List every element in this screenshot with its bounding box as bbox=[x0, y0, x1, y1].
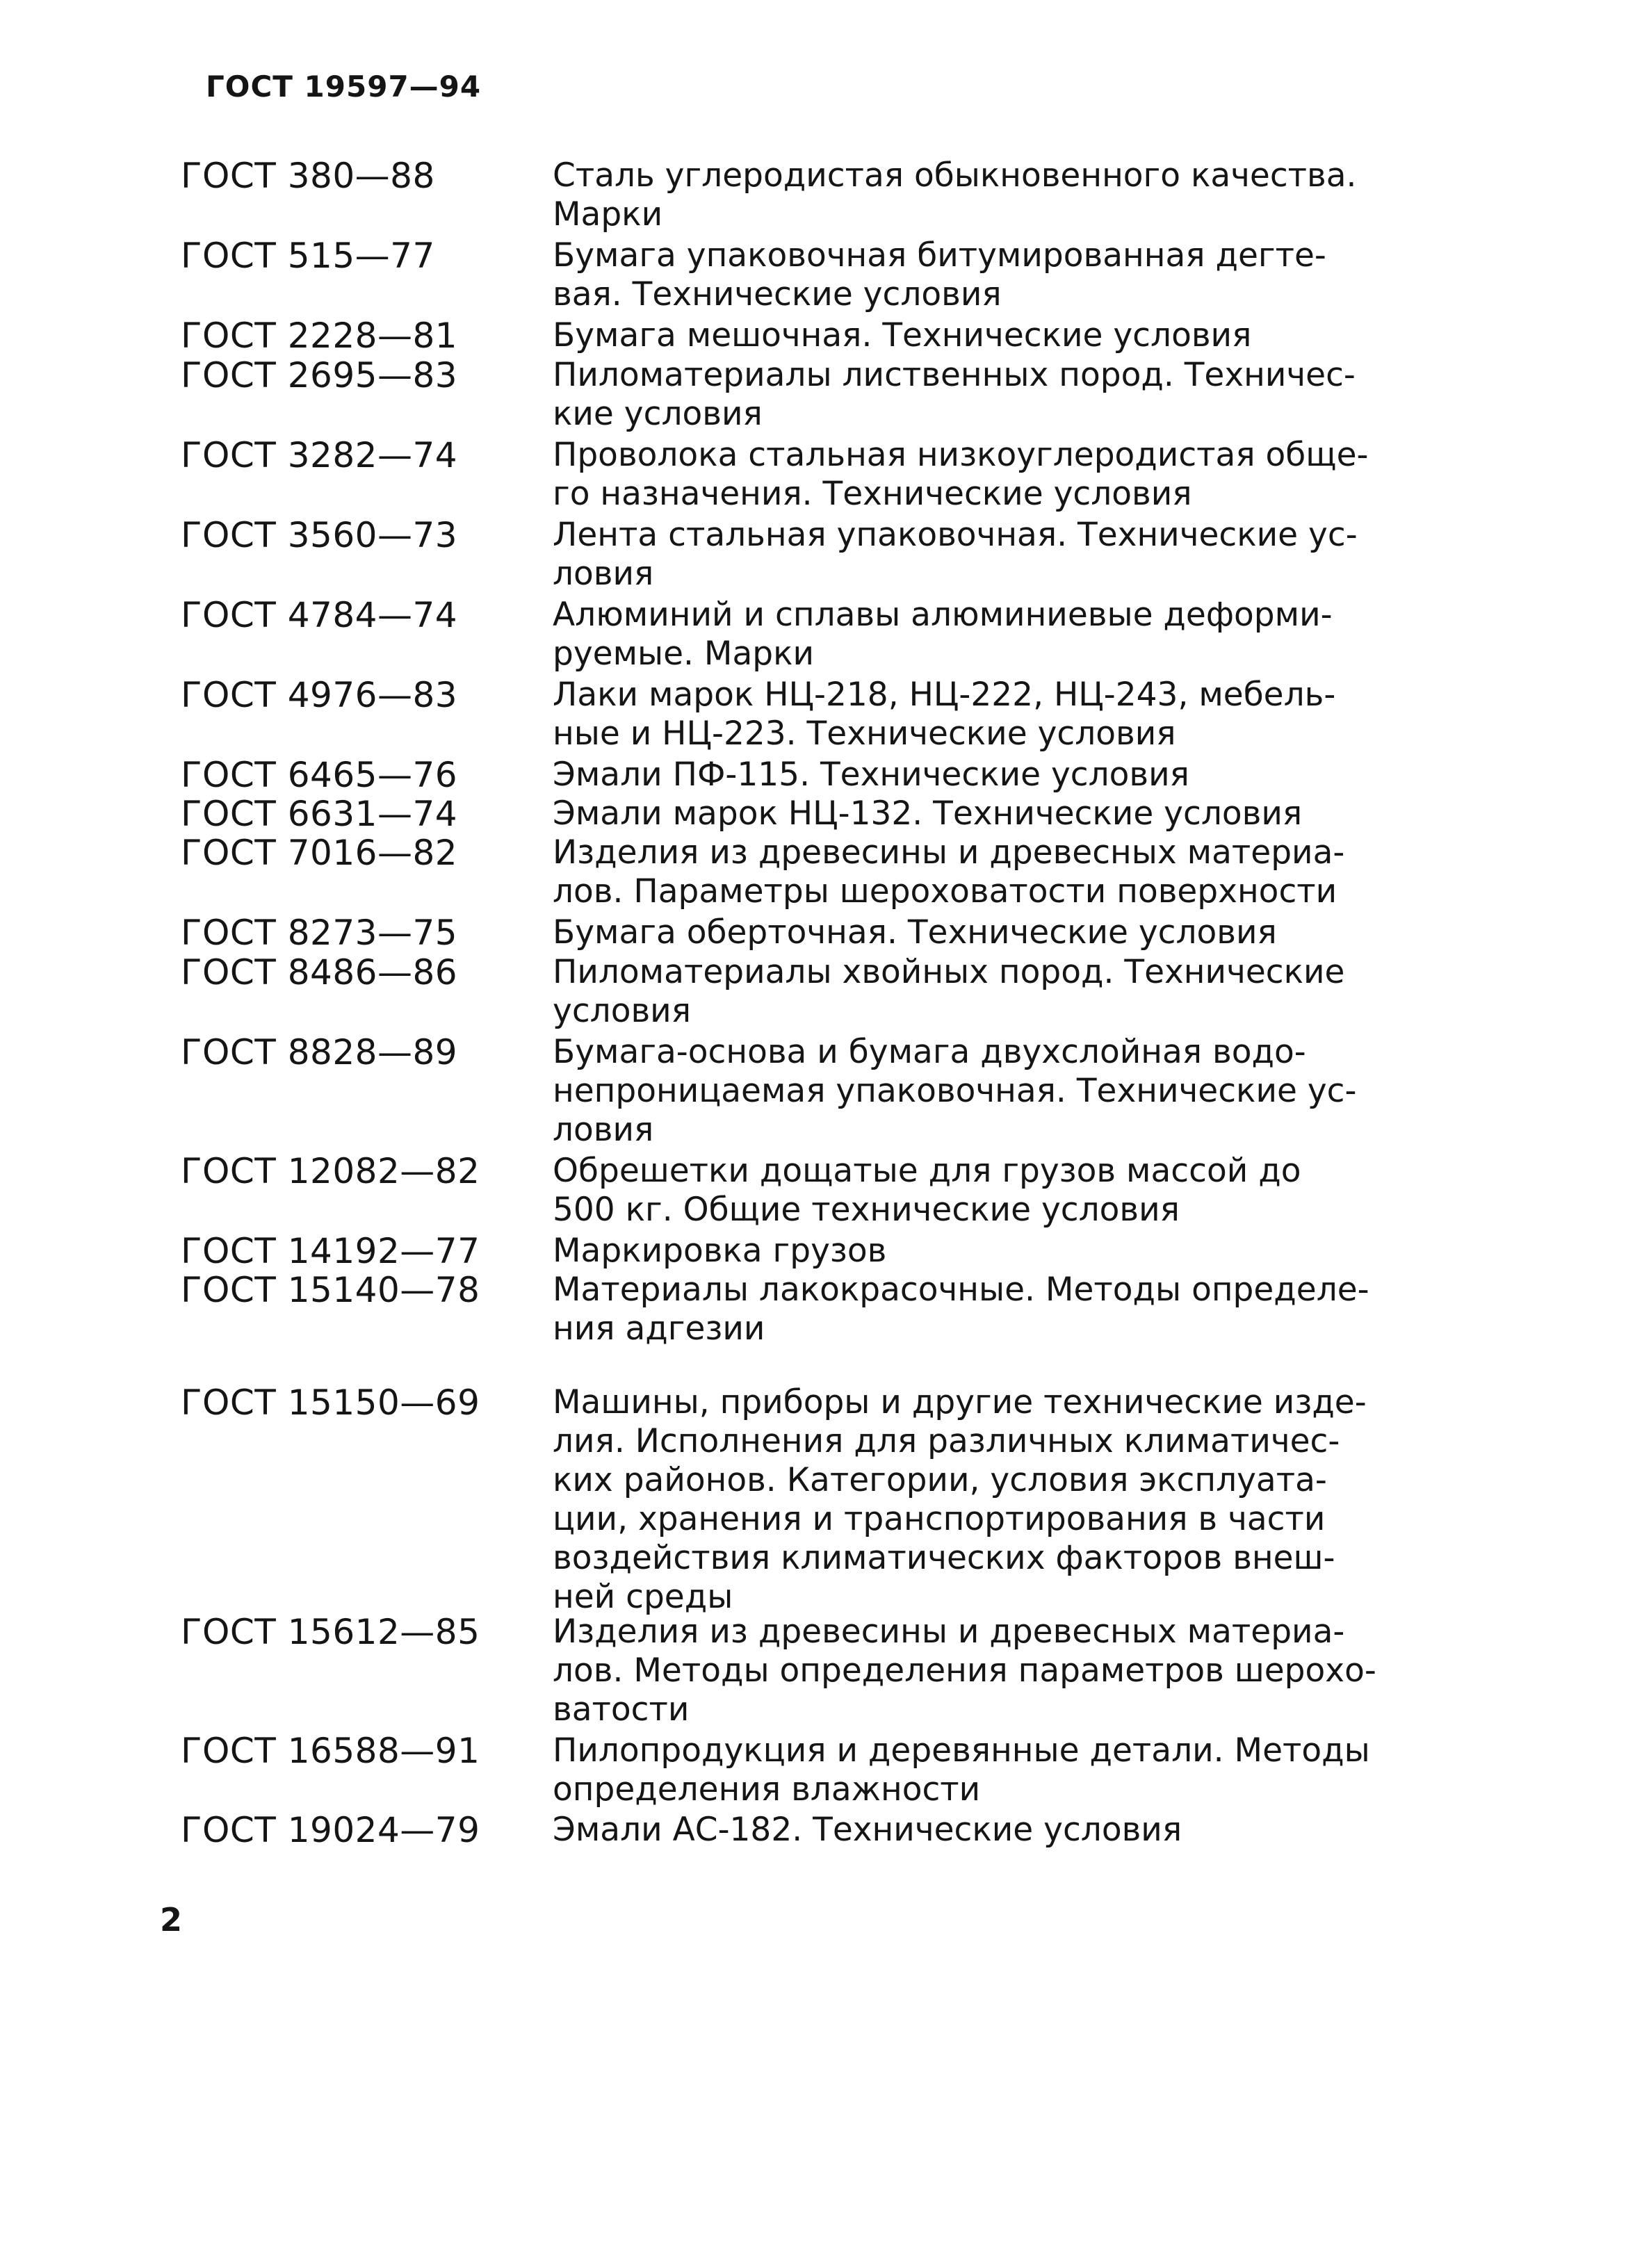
standard-title-line: Пиломатериалы лиственных пород. Техничес- bbox=[553, 356, 1356, 394]
standard-title-line: ловия bbox=[553, 1111, 654, 1149]
standard-title bbox=[553, 236, 1404, 314]
page-number: 2 bbox=[160, 1901, 183, 1939]
standard-code: ГОСТ 4784—74 bbox=[181, 595, 458, 635]
standard-title-line: Эмали марок НЦ-132. Технические условия bbox=[553, 794, 1303, 833]
standard-title-line: Марки bbox=[553, 195, 663, 234]
standard-code: ГОСТ 12082—82 bbox=[181, 1151, 480, 1191]
standard-title bbox=[553, 1383, 1404, 1617]
standard-title-line: Бумага оберточная. Технические условия bbox=[553, 913, 1277, 952]
standard-title-line: руемые. Марки bbox=[553, 635, 815, 673]
standard-title-line: Бумага-основа и бумага двухслойная водо- bbox=[553, 1033, 1306, 1071]
standard-code: ГОСТ 380—88 bbox=[181, 156, 435, 196]
standard-title-line: Бумага мешочная. Технические условия bbox=[553, 316, 1252, 354]
standard-code: ГОСТ 15140—78 bbox=[181, 1270, 480, 1310]
standard-title bbox=[553, 1731, 1404, 1809]
standard-title-line: лия. Исполнения для различных климатичес- bbox=[553, 1422, 1340, 1460]
standard-title-line: ких районов. Категории, условия эксплуата- bbox=[553, 1461, 1327, 1499]
standard-code: ГОСТ 515—77 bbox=[181, 236, 435, 276]
standard-title bbox=[553, 156, 1404, 234]
standard-title-line: ней среды bbox=[553, 1578, 733, 1616]
standard-title bbox=[553, 436, 1404, 514]
standard-code: ГОСТ 6465—76 bbox=[181, 755, 458, 795]
standard-title-line: Изделия из древесины и древесных материа- bbox=[553, 1613, 1345, 1651]
standard-title-line: Алюминий и сплавы алюминиевые деформи- bbox=[553, 596, 1333, 634]
standard-title-line: Машины, приборы и другие технические изде- bbox=[553, 1383, 1367, 1421]
standard-title-line: Сталь углеродистая обыкновенного качества. bbox=[553, 156, 1357, 195]
standard-title bbox=[553, 1033, 1404, 1150]
standard-title bbox=[553, 676, 1404, 753]
standard-title-line: Пилопродукция и деревянные детали. Методы bbox=[553, 1731, 1370, 1770]
standard-title bbox=[553, 1613, 1404, 1729]
standard-title-line: ловия bbox=[553, 555, 654, 593]
standard-title-line: го назначения. Технические условия bbox=[553, 475, 1192, 513]
standard-title-line: Лаки марок НЦ-218, НЦ-222, НЦ-243, мебель- bbox=[553, 676, 1336, 714]
standard-code: ГОСТ 14192—77 bbox=[181, 1231, 480, 1271]
standard-code: ГОСТ 15612—85 bbox=[181, 1612, 480, 1652]
standard-code: ГОСТ 8273—75 bbox=[181, 913, 458, 953]
standard-title-line: кие условия bbox=[553, 395, 763, 433]
standard-title bbox=[553, 1271, 1404, 1348]
document-header: ГОСТ 19597—94 bbox=[206, 70, 482, 104]
standard-title-line: Материалы лакокрасочные. Методы определе- bbox=[553, 1271, 1369, 1309]
standard-code: ГОСТ 3282—74 bbox=[181, 435, 458, 475]
standard-code: ГОСТ 6631—74 bbox=[181, 794, 458, 834]
standard-code: ГОСТ 3560—73 bbox=[181, 515, 458, 555]
standard-title-line: Лента стальная упаковочная. Технические ус- bbox=[553, 516, 1358, 554]
standard-title-line: Эмали ПФ-115. Технические условия bbox=[553, 756, 1189, 794]
standard-code: ГОСТ 2228—81 bbox=[181, 316, 458, 356]
standard-title-line: Маркировка грузов bbox=[553, 1232, 887, 1270]
standard-code: ГОСТ 15150—69 bbox=[181, 1382, 480, 1423]
standard-title bbox=[553, 913, 1404, 952]
standard-title-line: лов. Параметры шероховатости поверхности bbox=[553, 872, 1337, 911]
standard-title bbox=[553, 1232, 1404, 1271]
standard-title-line: Обрешетки дощатые для грузов массой до bbox=[553, 1152, 1301, 1190]
standard-code: ГОСТ 8486—86 bbox=[181, 952, 458, 993]
standard-code: ГОСТ 16588—91 bbox=[181, 1731, 480, 1771]
standard-title bbox=[553, 516, 1404, 594]
standard-title bbox=[553, 356, 1404, 434]
standard-title bbox=[553, 756, 1404, 794]
standard-title-line: определения влажности bbox=[553, 1770, 981, 1809]
standard-title-line: воздействия климатических факторов внеш- bbox=[553, 1539, 1335, 1577]
standard-title-line: ватости bbox=[553, 1690, 690, 1729]
standard-title bbox=[553, 833, 1404, 911]
standard-title bbox=[553, 794, 1404, 833]
standard-title bbox=[553, 1811, 1404, 1850]
standard-title bbox=[553, 1152, 1404, 1230]
standard-code: ГОСТ 2695—83 bbox=[181, 355, 458, 395]
standard-code: ГОСТ 8828—89 bbox=[181, 1032, 458, 1072]
standard-title-line: непроницаемая упаковочная. Технические ус- bbox=[553, 1072, 1357, 1110]
standard-code: ГОСТ 4976—83 bbox=[181, 675, 458, 715]
standard-title-line: ции, хранения и транспортирования в части bbox=[553, 1500, 1326, 1538]
standard-title-line: лов. Методы определения параметров шерохо- bbox=[553, 1651, 1376, 1690]
standard-code: ГОСТ 19024—79 bbox=[181, 1810, 480, 1850]
standard-title-line: ния адгезии bbox=[553, 1310, 765, 1348]
standard-code: ГОСТ 7016—82 bbox=[181, 833, 458, 873]
standard-title bbox=[553, 953, 1404, 1031]
standard-title-line: Проволока стальная низкоуглеродистая обще- bbox=[553, 436, 1369, 474]
standard-title bbox=[553, 596, 1404, 674]
standard-title-line: условия bbox=[553, 992, 691, 1030]
standard-title-line: Пиломатериалы хвойных пород. Технические bbox=[553, 953, 1345, 991]
standard-title-line: Бумага упаковочная битумированная дегте- bbox=[553, 236, 1326, 275]
standard-title-line: Эмали АС-182. Технические условия bbox=[553, 1811, 1182, 1849]
standard-title-line: Изделия из древесины и древесных материа- bbox=[553, 833, 1345, 872]
standard-title-line: 500 кг. Общие технические условия bbox=[553, 1191, 1180, 1229]
standard-title-line: ные и НЦ-223. Технические условия bbox=[553, 715, 1176, 753]
standard-title bbox=[553, 316, 1404, 355]
standard-title-line: вая. Технические условия bbox=[553, 275, 1002, 313]
